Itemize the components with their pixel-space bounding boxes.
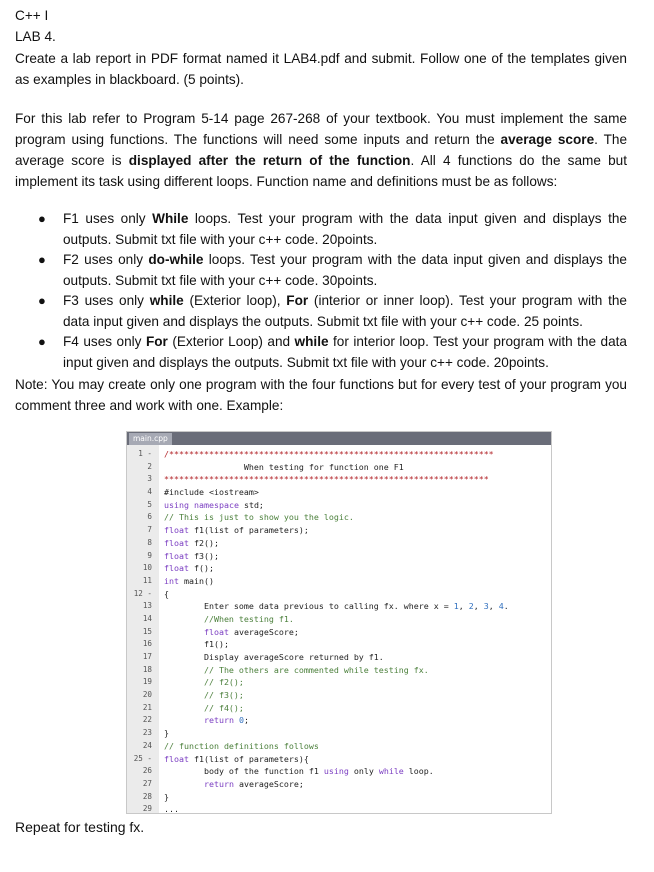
bullet-text: F4 uses only [63,334,146,349]
description-bold2: displayed after the return of the function [128,153,411,168]
list-item [15,291,627,332]
code-editor-screenshot [126,431,552,814]
line-number: 9 [147,550,152,560]
code-line [127,524,551,537]
code-line [127,778,551,791]
code-line [127,740,551,753]
bullet-bold: while [149,293,184,308]
code-text: using namespace std; [164,499,264,510]
code-text: // f2(); [164,677,244,688]
line-number: 16 [142,639,152,649]
code-line [127,753,551,766]
line-number: 24 [142,740,152,750]
code-line [127,511,551,524]
code-text: ***************************************************************** [164,474,489,485]
description-paragraph [15,108,627,192]
description-part1: For this lab refer to Program 5-14 page 267-268 of your textbook. You must implement the same program using functions. The functions will need some inputs and return the [15,111,627,147]
code-line [127,562,551,575]
code-line [127,448,551,461]
line-number: 14 [142,613,152,623]
list-item [15,332,627,373]
line-number: 2 [147,461,152,471]
bullet-text: (interior or inner loop). Test your program with the data input given and displays the outputs. Submit txt file with your c++ code. 25 points. [63,293,627,329]
code-text: // This is just to show you the logic. [164,512,354,523]
bullet-text: F2 uses only [63,252,149,267]
line-number: 19 [142,677,152,687]
line-number: 29 [142,804,152,814]
line-number: 12 - [133,588,152,598]
line-number: 26 [142,766,152,776]
footer-text: Repeat for testing fx. [15,819,145,835]
code-line [127,461,551,474]
line-number: 25 - [133,753,152,763]
bullet-text: loops. Test your program with the data input given and displays the outputs. Submit txt file with your c++ code. 30points. [63,252,627,288]
course-title: C++ I [15,8,49,23]
line-number: 20 [142,690,152,700]
line-number: 5 [147,499,152,509]
bullet-bold: For [286,293,309,308]
line-number: 3 [147,474,152,484]
bullet-icon: ● [38,252,46,267]
bullet-icon: ● [38,293,46,308]
line-number: 1 - [138,449,152,458]
code-text: ... [164,804,179,815]
bullet-text: F3 uses only [63,293,150,308]
code-lines [127,448,551,816]
code-text: float averageScore; [203,626,299,637]
line-number: 4 [147,487,152,497]
code-line [127,651,551,664]
code-line [127,702,551,715]
code-text: { [164,588,169,599]
code-text: // f4(); [164,702,244,713]
line-number: 13 [142,601,152,611]
line-number: 15 [142,626,152,636]
list-item [15,209,627,250]
code-line [127,689,551,702]
line-number: 10 [142,563,152,573]
bullet-bold: do-while [148,252,204,267]
code-text: #include <iostream> [164,487,259,498]
code-text: //When testing f1. [164,613,294,624]
code-text: float f3(); [164,550,219,561]
line-number: 27 [142,778,152,788]
code-text: // f3(); [164,690,244,701]
code-line [127,638,551,651]
code-text: Display averageScore returned by f1. [164,652,384,662]
code-text: // The others are commented while testing fx. [164,664,429,675]
code-line [127,613,551,626]
code-line [127,714,551,727]
code-text: float f1(list of parameters){ [164,753,309,764]
description-bold1: average score [500,132,595,147]
code-text: float f1(list of parameters); [164,525,309,536]
code-text: f1(); [164,639,229,650]
code-line [127,486,551,499]
code-text: body of the function f1 using only while loop. [164,766,434,777]
code-line [127,727,551,740]
code-text: float f2(); [164,537,219,548]
line-number: 11 [142,575,152,585]
line-number: 18 [142,664,152,674]
line-number: 17 [142,652,152,661]
line-number: 21 [142,702,152,712]
code-line [127,676,551,689]
code-text: } [164,728,169,739]
code-text: // function definitions follows [164,740,319,751]
code-text: float f(); [164,563,214,574]
bullet-text: (Exterior Loop) and [167,334,295,349]
line-number: 28 [142,791,152,801]
code-text: return 0; [203,715,249,726]
line-number: 6 [147,512,152,522]
code-line [127,600,551,613]
bullet-text: F1 uses only [63,211,153,226]
description-part2: . The average score is [15,132,628,168]
bullet-text: for interior loop. Test your program with the data input given and displays the outputs. Submit txt file with your c++ code. 20points. [63,334,627,370]
bullet-bold: For [145,334,168,349]
code-line [127,765,551,778]
description-part3: . All 4 functions do the same but implement its task using different loops. Function name and definitions must be as follows: [15,153,628,189]
list-item [15,250,627,291]
tab-main-cpp[interactable]: main.cpp [129,433,172,445]
bullet-text: (Exterior loop), [183,293,287,308]
function-requirements-list [15,209,627,373]
bullet-icon: ● [38,334,46,349]
line-number: 22 [142,715,152,725]
code-text: int main() [164,575,214,586]
bullet-icon: ● [38,211,46,226]
bullet-text: loops. Test your program with the data input given and displays the outputs. Submit txt file with your c++ code. 20points. [63,211,627,247]
code-text: When testing for function one F1 [164,461,404,472]
intro-paragraph: Create a lab report in PDF format named it LAB4.pdf and submit. Follow one of the templates given as examples in blackboard. (5 points). [15,51,627,87]
line-number: 23 [142,728,152,738]
code-line [127,575,551,588]
code-text: /***************************************************************** [164,449,494,459]
code-line [127,626,551,639]
note-paragraph: Note: You may create only one program with the four functions but for every test of your program you comment three and work with one. Example: [15,377,627,413]
code-line [127,473,551,486]
code-line [127,550,551,563]
code-line [127,803,551,816]
code-line [127,499,551,512]
line-number: 7 [147,525,152,535]
bullet-bold: While [152,211,189,226]
lab-title: LAB 4. [15,29,56,44]
code-line [127,791,551,804]
line-number: 8 [147,537,152,547]
code-text: return averageScore; [203,778,304,789]
code-line [127,664,551,677]
code-text: Enter some data previous to calling fx. where x = 1, 2, 3, 4. [164,601,509,612]
bullet-bold: while [294,334,329,349]
code-line [127,537,551,550]
code-text: } [164,791,169,802]
editor-tab-bar [127,432,551,445]
code-line [127,588,551,601]
